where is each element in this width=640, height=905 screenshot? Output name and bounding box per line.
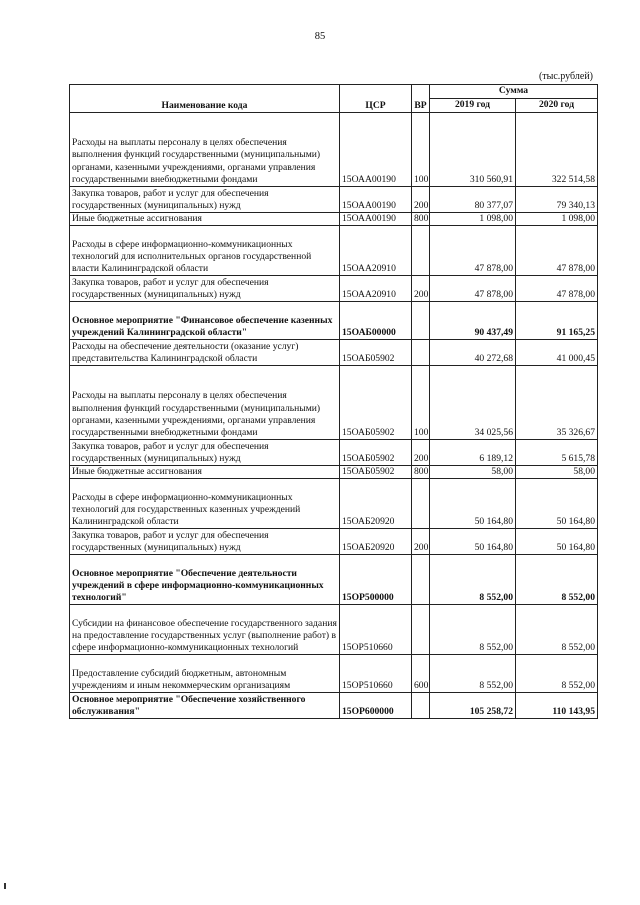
row-2019-cell: 47 878,00 [430, 226, 516, 276]
row-2019-cell: 50 164,80 [430, 479, 516, 529]
table-row [70, 466, 598, 479]
row-name-cell: Основное мероприятие "Обеспечение хозяйственного обслуживания" [70, 693, 340, 719]
row-vr-cell: 200 [412, 440, 430, 466]
table-row [70, 555, 598, 605]
table-row [70, 113, 598, 187]
row-2019-cell: 58,00 [430, 466, 516, 479]
row-2020-cell: 8 552,00 [516, 655, 598, 693]
row-2019-cell: 8 552,00 [430, 555, 516, 605]
row-2019-cell: 8 552,00 [430, 655, 516, 693]
table-row [70, 479, 598, 529]
row-csr-cell: 15ОАБ05902 [340, 466, 412, 479]
row-2019-cell: 90 437,49 [430, 302, 516, 340]
row-csr-cell: 15ОАБ05902 [340, 440, 412, 466]
row-name-cell: Предоставление субсидий бюджетным, автономным учреждениям и иным некоммерческим организациям [70, 655, 340, 693]
row-vr-cell [412, 340, 430, 366]
row-2019-cell: 40 272,68 [430, 340, 516, 366]
row-name-cell: Закупка товаров, работ и услуг для обеспечения государственных (муниципальных) нужд [70, 187, 340, 213]
row-2019-cell: 105 258,72 [430, 693, 516, 719]
table-row [70, 440, 598, 466]
row-vr-cell [412, 302, 430, 340]
header-csr: ЦСР [340, 85, 412, 113]
row-csr-cell: 15ОАБ05902 [340, 366, 412, 440]
table-row [70, 340, 598, 366]
header-vr: ВР [412, 85, 430, 113]
row-2020-cell: 47 878,00 [516, 276, 598, 302]
table-row [70, 226, 598, 276]
row-csr-cell: 15ОР500000 [340, 555, 412, 605]
row-name-cell: Иные бюджетные ассигнования [70, 213, 340, 226]
row-2020-cell: 1 098,00 [516, 213, 598, 226]
row-vr-cell: 800 [412, 466, 430, 479]
row-name-cell: Субсидии на финансовое обеспечение государственного задания на предоставление государственных услуг (выполнение работ) в сфере информационно-коммуникационных технологий [70, 605, 340, 655]
row-2020-cell: 58,00 [516, 466, 598, 479]
row-csr-cell: 15ОАА00190 [340, 113, 412, 187]
row-2019-cell: 50 164,80 [430, 529, 516, 555]
row-2020-cell: 8 552,00 [516, 605, 598, 655]
table-body [70, 113, 598, 719]
row-vr-cell [412, 479, 430, 529]
margin-mark [4, 883, 6, 889]
row-vr-cell: 200 [412, 187, 430, 213]
row-csr-cell: 15ОАБ20920 [340, 479, 412, 529]
row-name-cell: Расходы в сфере информационно-коммуникационных технологий для государственных казенных учреждений Калининградской области [70, 479, 340, 529]
table-row [70, 187, 598, 213]
row-2020-cell: 50 164,80 [516, 479, 598, 529]
row-vr-cell: 200 [412, 276, 430, 302]
row-2020-cell: 110 143,95 [516, 693, 598, 719]
row-2019-cell: 1 098,00 [430, 213, 516, 226]
row-csr-cell: 15ОАА00190 [340, 213, 412, 226]
row-2020-cell: 91 165,25 [516, 302, 598, 340]
budget-table [69, 84, 598, 719]
page-number: 85 [314, 31, 326, 42]
row-name-cell: Основное мероприятие "Финансовое обеспечение казенных учреждений Калининградской области" [70, 302, 340, 340]
row-2020-cell: 47 878,00 [516, 226, 598, 276]
row-name-cell: Расходы на выплаты персоналу в целях обеспечения выполнения функций государственными (муниципальными) органами, казенными учреждениями, органами управления государственными внебюджетными фондами [70, 113, 340, 187]
header-2020: 2020 год [516, 99, 598, 113]
row-csr-cell: 15ОАБ00000 [340, 302, 412, 340]
row-2019-cell: 310 560,91 [430, 113, 516, 187]
row-vr-cell [412, 693, 430, 719]
row-2020-cell: 8 552,00 [516, 555, 598, 605]
row-vr-cell [412, 555, 430, 605]
row-vr-cell: 600 [412, 655, 430, 693]
row-2020-cell: 322 514,58 [516, 113, 598, 187]
row-vr-cell: 200 [412, 529, 430, 555]
row-csr-cell: 15ОАБ05902 [340, 340, 412, 366]
row-vr-cell: 800 [412, 213, 430, 226]
row-2020-cell: 41 000,45 [516, 340, 598, 366]
header-sum: Сумма [430, 85, 598, 99]
table-row [70, 213, 598, 226]
row-2020-cell: 79 340,13 [516, 187, 598, 213]
table-row [70, 276, 598, 302]
row-csr-cell: 15ОАА20910 [340, 276, 412, 302]
row-vr-cell [412, 605, 430, 655]
row-name-cell: Закупка товаров, работ и услуг для обеспечения государственных (муниципальных) нужд [70, 440, 340, 466]
table-row [70, 693, 598, 719]
row-csr-cell: 15ОР510660 [340, 605, 412, 655]
units-label: (тыс.рублей) [538, 71, 593, 82]
row-vr-cell: 100 [412, 366, 430, 440]
row-vr-cell [412, 226, 430, 276]
row-name-cell: Закупка товаров, работ и услуг для обеспечения государственных (муниципальных) нужд [70, 529, 340, 555]
row-name-cell: Расходы в сфере информационно-коммуникационных технологий для исполнительных органов государственной власти Калининградской области [70, 226, 340, 276]
table-row [70, 366, 598, 440]
header-2019: 2019 год [430, 99, 516, 113]
table-row [70, 529, 598, 555]
table-row [70, 605, 598, 655]
row-2019-cell: 80 377,07 [430, 187, 516, 213]
table-row [70, 302, 598, 340]
header-name: Наименование кода [70, 85, 340, 113]
row-csr-cell: 15ОР510660 [340, 655, 412, 693]
row-2020-cell: 5 615,78 [516, 440, 598, 466]
table-row [70, 655, 598, 693]
row-2019-cell: 8 552,00 [430, 605, 516, 655]
row-2019-cell: 47 878,00 [430, 276, 516, 302]
row-csr-cell: 15ОР600000 [340, 693, 412, 719]
row-name-cell: Закупка товаров, работ и услуг для обеспечения государственных (муниципальных) нужд [70, 276, 340, 302]
row-2020-cell: 35 326,67 [516, 366, 598, 440]
row-2019-cell: 34 025,56 [430, 366, 516, 440]
row-name-cell: Иные бюджетные ассигнования [70, 466, 340, 479]
row-vr-cell: 100 [412, 113, 430, 187]
row-2020-cell: 50 164,80 [516, 529, 598, 555]
row-csr-cell: 15ОАА00190 [340, 187, 412, 213]
row-2019-cell: 6 189,12 [430, 440, 516, 466]
row-name-cell: Расходы на выплаты персоналу в целях обеспечения выполнения функций государственными (муниципальными) органами, казенными учреждениями, органами управления государственными внебюджетными фондами [70, 366, 340, 440]
row-name-cell: Основное мероприятие "Обеспечение деятельности учреждений в сфере информационно-коммуникационных технологий" [70, 555, 340, 605]
row-csr-cell: 15ОАА20910 [340, 226, 412, 276]
row-csr-cell: 15ОАБ20920 [340, 529, 412, 555]
row-name-cell: Расходы на обеспечение деятельности (оказание услуг) представительства Калининградской области [70, 340, 340, 366]
